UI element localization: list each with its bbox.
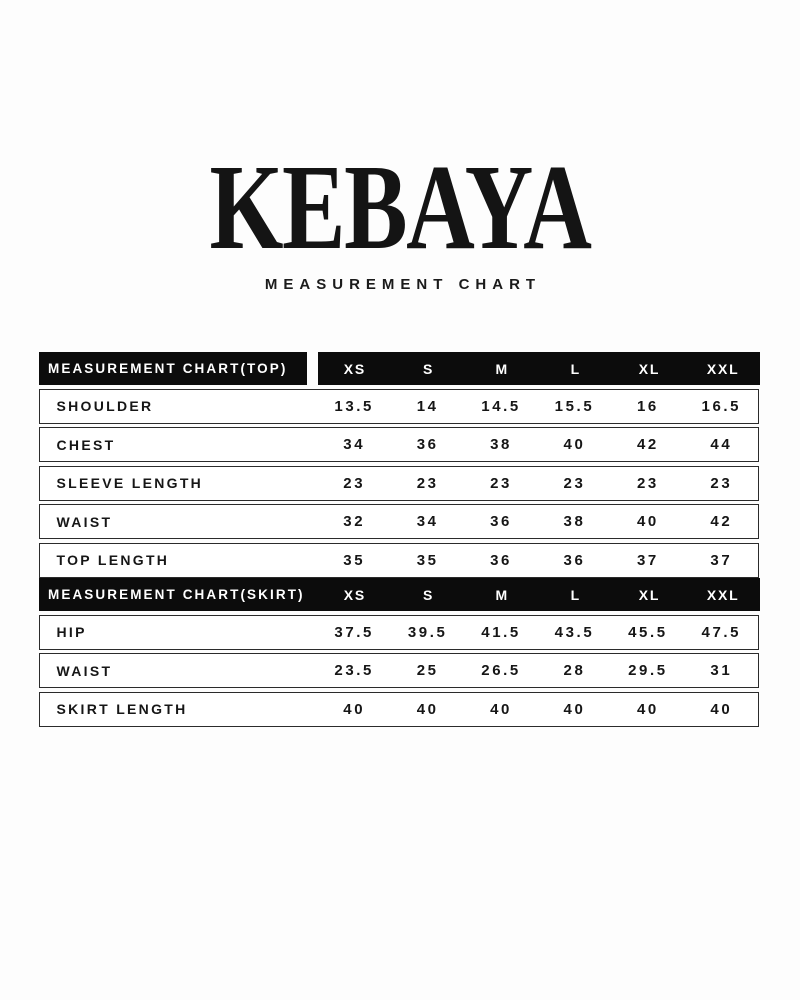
measurement-table-top — [39, 352, 760, 578]
table-row — [39, 427, 759, 462]
measurement-value: 45.5 — [628, 623, 668, 641]
size-header-cell: XS — [343, 586, 366, 603]
measurement-value: 35 — [416, 551, 439, 569]
size-header-cell: XXL — [706, 586, 740, 603]
size-header-row — [318, 578, 760, 611]
size-header-cell: XL — [638, 360, 661, 377]
measurement-value: 13.5 — [334, 397, 375, 415]
table-title-skirt: MEASUREMENT CHART(SKIRT) — [39, 578, 318, 611]
measurement-value: 32 — [343, 513, 366, 531]
measurement-value: 16.5 — [701, 397, 742, 415]
measurement-value: 40 — [636, 513, 659, 531]
measurement-value: 14 — [416, 397, 439, 415]
measurement-value: 42 — [636, 436, 659, 454]
size-header-cell: XXL — [706, 360, 740, 377]
measurement-value: 31 — [710, 662, 733, 680]
table-row — [39, 615, 759, 650]
row-label: CHEST — [56, 436, 116, 453]
row-label: SKIRT LENGTH — [56, 701, 188, 718]
measurement-value: 15.5 — [554, 397, 595, 415]
row-label: SLEEVE LENGTH — [56, 475, 204, 492]
measurement-value: 39.5 — [407, 623, 448, 641]
measurement-value: 37 — [710, 551, 733, 569]
size-header-cell: L — [570, 360, 582, 377]
size-header-cell: L — [570, 586, 582, 603]
measurement-value: 40 — [636, 700, 659, 718]
measurement-value: 35 — [343, 551, 366, 569]
size-header-row — [318, 352, 760, 385]
measurement-value: 40 — [710, 700, 733, 718]
measurement-value: 40 — [563, 700, 586, 718]
measurement-value: 29.5 — [628, 662, 668, 680]
measurement-value: 14.5 — [481, 397, 521, 415]
row-label: HIP — [56, 624, 87, 641]
measurement-value: 36 — [490, 551, 512, 569]
measurement-value: 41.5 — [481, 623, 521, 641]
measurement-value: 36 — [563, 551, 586, 569]
size-header-cell: S — [422, 586, 435, 603]
measurement-value: 42 — [710, 513, 733, 531]
table-row — [39, 653, 759, 688]
size-header-cell: XS — [343, 360, 366, 377]
measurement-value: 34 — [416, 513, 439, 531]
measurement-value: 37 — [636, 551, 659, 569]
row-label: SHOULDER — [56, 398, 154, 415]
measurement-value: 36 — [416, 436, 439, 454]
table-rows-skirt — [39, 615, 760, 727]
measurement-value: 23.5 — [334, 662, 375, 680]
measurement-value: 23 — [636, 474, 659, 492]
size-header-cell: M — [495, 360, 509, 377]
measurement-value: 44 — [710, 436, 733, 454]
row-label: TOP LENGTH — [56, 552, 170, 569]
measurement-value: 36 — [490, 513, 512, 531]
table-rows-top — [39, 389, 760, 578]
measurement-value: 37.5 — [334, 623, 375, 641]
brand-title: KEBAYA — [209, 140, 591, 275]
row-label: WAIST — [56, 513, 113, 530]
table-title-top: MEASUREMENT CHART(TOP) — [39, 352, 307, 385]
measurement-value: 38 — [490, 436, 512, 454]
measurement-value: 43.5 — [554, 623, 595, 641]
measurement-value: 28 — [563, 662, 586, 680]
size-header-cell: S — [422, 360, 435, 377]
measurement-value: 40 — [343, 700, 366, 718]
measurement-value: 23 — [343, 474, 366, 492]
table-row — [39, 543, 759, 578]
size-header-cell: M — [495, 586, 509, 603]
measurement-value: 16 — [636, 397, 659, 415]
measurement-value: 40 — [563, 436, 586, 454]
table-row — [39, 692, 759, 727]
measurement-value: 23 — [416, 474, 439, 492]
table-header-top — [39, 352, 760, 385]
table-row — [39, 389, 759, 424]
measurement-value: 23 — [563, 474, 586, 492]
measurement-value: 40 — [416, 700, 439, 718]
table-header-skirt — [39, 578, 760, 611]
measurement-value: 23 — [490, 474, 512, 492]
measurement-table-skirt — [39, 578, 760, 727]
measurement-value: 38 — [563, 513, 586, 531]
measurement-value: 34 — [343, 436, 366, 454]
page-subtitle: MEASUREMENT CHART — [264, 276, 542, 293]
measurement-value: 23 — [710, 474, 733, 492]
measurement-value: 40 — [490, 700, 512, 718]
size-header-cell: XL — [638, 586, 661, 603]
header-gap — [307, 352, 318, 385]
table-row — [39, 466, 759, 501]
measurement-value: 47.5 — [701, 623, 742, 641]
measurement-value: 25 — [416, 662, 439, 680]
measurement-value: 26.5 — [481, 662, 521, 680]
table-row — [39, 504, 759, 539]
row-label: WAIST — [56, 662, 113, 679]
